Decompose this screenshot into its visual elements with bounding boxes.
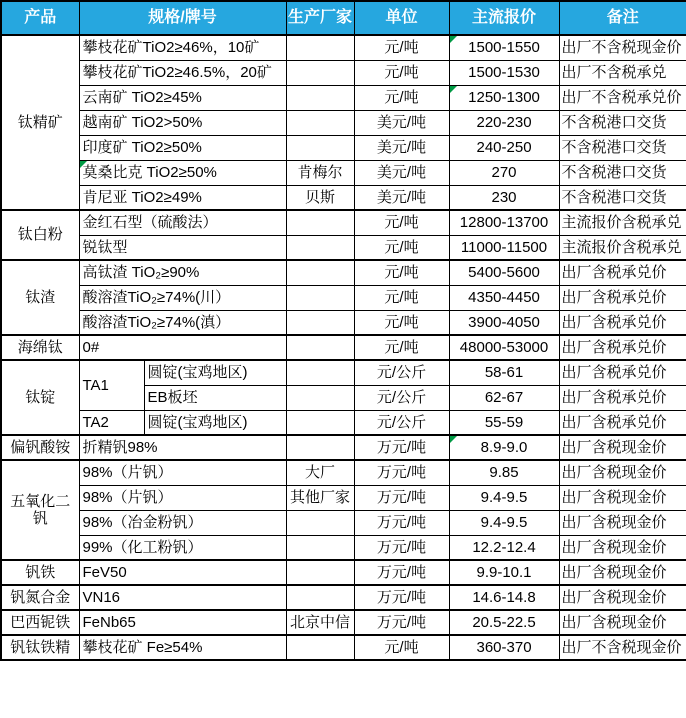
- unit-cell: 美元/吨: [354, 185, 449, 210]
- price-cell: 12.2-12.4: [449, 535, 559, 560]
- spec-cell: 99%（化工粉钒）: [79, 535, 286, 560]
- note-cell: 出厂不含税现金价: [559, 35, 686, 60]
- spec-cell: 印度矿 TiO2≥50%: [79, 135, 286, 160]
- factory-cell: [286, 385, 354, 410]
- table-row: [1, 510, 686, 535]
- note-cell: 出厂不含税承兑价: [559, 85, 686, 110]
- price-cell: 270: [449, 160, 559, 185]
- note-cell: 出厂不含税现金价: [559, 635, 686, 660]
- price-cell: 55-59: [449, 410, 559, 435]
- spec-cell: 98%（冶金粉钒）: [79, 510, 286, 535]
- note-cell: 出厂含税承兑价: [559, 285, 686, 310]
- note-cell: 主流报价含税承兑: [559, 235, 686, 260]
- price-cell: 9.4-9.5: [449, 510, 559, 535]
- table-row: [1, 535, 686, 560]
- factory-cell: 北京中信: [286, 610, 354, 635]
- price-cell: 20.5-22.5: [449, 610, 559, 635]
- product-cell: 钛精矿: [1, 35, 79, 210]
- table-row: [1, 235, 686, 260]
- spec-cell: 0#: [79, 335, 286, 360]
- note-cell: 不含税港口交货: [559, 110, 686, 135]
- product-cell: 海绵钛: [1, 335, 79, 360]
- factory-cell: [286, 535, 354, 560]
- factory-cell: [286, 235, 354, 260]
- spec-cell: 酸溶渣TiO₂≥74%(滇）: [79, 310, 286, 335]
- comment-marker-icon: [450, 86, 457, 93]
- spec-cell: 锐钛型: [79, 235, 286, 260]
- price-cell: [449, 85, 559, 110]
- factory-cell: [286, 85, 354, 110]
- comment-marker-icon: [450, 36, 457, 43]
- price-cell: 9.9-10.1: [449, 560, 559, 585]
- product-cell: 钛锭: [1, 360, 79, 435]
- note-cell: 出厂含税现金价: [559, 560, 686, 585]
- table-row: [1, 560, 686, 585]
- unit-cell: 元/吨: [354, 85, 449, 110]
- factory-cell: 其他厂家: [286, 485, 354, 510]
- unit-cell: 万元/吨: [354, 435, 449, 460]
- factory-cell: [286, 210, 354, 235]
- factory-cell: [286, 560, 354, 585]
- spec-cell: 98%（片钒）: [79, 460, 286, 485]
- price-cell: [449, 435, 559, 460]
- price-cell: 4350-4450: [449, 285, 559, 310]
- price-cell: 48000-53000: [449, 335, 559, 360]
- factory-cell: [286, 35, 354, 60]
- price-cell: 220-230: [449, 110, 559, 135]
- table-row: [1, 210, 686, 235]
- price-cell: 11000-11500: [449, 235, 559, 260]
- spec-cell: 攀枝花矿 Fe≥54%: [79, 635, 286, 660]
- unit-cell: 万元/吨: [354, 560, 449, 585]
- unit-cell: 元/公斤: [354, 360, 449, 385]
- spec-cell: 云南矿 TiO2≥45%: [79, 85, 286, 110]
- table-row: [1, 635, 686, 660]
- factory-cell: [286, 585, 354, 610]
- note-cell: 出厂含税现金价: [559, 585, 686, 610]
- price-cell: 1500-1530: [449, 60, 559, 85]
- note-cell: 出厂含税承兑价: [559, 310, 686, 335]
- note-cell: 出厂含税现金价: [559, 460, 686, 485]
- table-row: [1, 460, 686, 485]
- unit-cell: 美元/吨: [354, 135, 449, 160]
- price-cell: 9.85: [449, 460, 559, 485]
- note-cell: 出厂含税承兑价: [559, 360, 686, 385]
- spec-cell: 肯尼亚 TiO2≥49%: [79, 185, 286, 210]
- price-cell: 5400-5600: [449, 260, 559, 285]
- unit-cell: 元/吨: [354, 60, 449, 85]
- note-cell: 不含税港口交货: [559, 160, 686, 185]
- product-cell: 钛渣: [1, 260, 79, 335]
- unit-cell: 万元/吨: [354, 610, 449, 635]
- spec-cell: VN16: [79, 585, 286, 610]
- unit-cell: 元/吨: [354, 635, 449, 660]
- spec-cell: 越南矿 TiO2>50%: [79, 110, 286, 135]
- unit-cell: 元/吨: [354, 285, 449, 310]
- table-row: [1, 310, 686, 335]
- factory-cell: [286, 110, 354, 135]
- table-row: [1, 285, 686, 310]
- spec-grade-cell: TA2: [79, 410, 144, 435]
- note-cell: 出厂含税承兑价: [559, 335, 686, 360]
- price-value: 1500-1550: [468, 39, 540, 57]
- unit-cell: 元/公斤: [354, 410, 449, 435]
- factory-cell: [286, 410, 354, 435]
- price-cell: 14.6-14.8: [449, 585, 559, 610]
- note-cell: 出厂含税现金价: [559, 485, 686, 510]
- price-cell: 3900-4050: [449, 310, 559, 335]
- factory-cell: [286, 510, 354, 535]
- table-row: [1, 435, 686, 460]
- header-spec: 规格/牌号: [79, 1, 286, 35]
- header-note: 备注: [559, 1, 686, 35]
- factory-cell: [286, 260, 354, 285]
- unit-cell: 万元/吨: [354, 585, 449, 610]
- table-row: [1, 585, 686, 610]
- unit-cell: 元/吨: [354, 260, 449, 285]
- spec-cell: 攀枝花矿TiO2≥46.5%，20矿: [79, 60, 286, 85]
- spec-cell: 折精钒98%: [79, 435, 286, 460]
- table-row: [1, 135, 686, 160]
- spec-cell: [79, 160, 286, 185]
- unit-cell: 美元/吨: [354, 160, 449, 185]
- note-cell: 出厂含税承兑价: [559, 260, 686, 285]
- unit-cell: 美元/吨: [354, 110, 449, 135]
- unit-cell: 万元/吨: [354, 460, 449, 485]
- product-cell: 偏钒酸铵: [1, 435, 79, 460]
- note-cell: 不含税港口交货: [559, 135, 686, 160]
- unit-cell: 元/吨: [354, 310, 449, 335]
- note-cell: 出厂含税承兑价: [559, 385, 686, 410]
- product-cell: 钒铁: [1, 560, 79, 585]
- table-row: [1, 360, 686, 385]
- price-cell: [449, 35, 559, 60]
- header-product: 产品: [1, 1, 79, 35]
- note-cell: 主流报价含税承兑: [559, 210, 686, 235]
- factory-cell: [286, 285, 354, 310]
- unit-cell: 万元/吨: [354, 485, 449, 510]
- factory-cell: [286, 310, 354, 335]
- note-cell: 出厂含税承兑价: [559, 410, 686, 435]
- factory-cell: 大厂: [286, 460, 354, 485]
- unit-cell: 元/吨: [354, 35, 449, 60]
- spec-value: 莫桑比克 TiO2≥50%: [82, 163, 217, 181]
- unit-cell: 元/公斤: [354, 385, 449, 410]
- spec-cell: 98%（片钒）: [79, 485, 286, 510]
- spec-type-cell: 圆锭(宝鸡地区): [144, 410, 286, 435]
- table-row: [1, 110, 686, 135]
- note-cell: 出厂含税现金价: [559, 535, 686, 560]
- spec-cell: 攀枝花矿TiO2≥46%，10矿: [79, 35, 286, 60]
- product-cell: 钛白粉: [1, 210, 79, 260]
- spec-cell: FeNb65: [79, 610, 286, 635]
- price-cell: 9.4-9.5: [449, 485, 559, 510]
- spec-cell: 高钛渣 TiO₂≥90%: [79, 260, 286, 285]
- price-value: 8.9-9.0: [480, 438, 528, 456]
- spec-cell: 酸溶渣TiO₂≥74%(川）: [79, 285, 286, 310]
- note-cell: 出厂不含税承兑: [559, 60, 686, 85]
- factory-cell: [286, 435, 354, 460]
- unit-cell: 元/吨: [354, 210, 449, 235]
- factory-cell: [286, 60, 354, 85]
- header-price: 主流报价: [449, 1, 559, 35]
- price-cell: 240-250: [449, 135, 559, 160]
- spec-type-cell: 圆锭(宝鸡地区): [144, 360, 286, 385]
- table-row: [1, 610, 686, 635]
- factory-cell: [286, 335, 354, 360]
- note-cell: 出厂含税现金价: [559, 435, 686, 460]
- table-row: [1, 160, 686, 185]
- table-row: [1, 35, 686, 60]
- unit-cell: 万元/吨: [354, 510, 449, 535]
- table-row: [1, 185, 686, 210]
- price-cell: 12800-13700: [449, 210, 559, 235]
- table-row: [1, 85, 686, 110]
- factory-cell: [286, 360, 354, 385]
- product-cell: 钒氮合金: [1, 585, 79, 610]
- spec-cell: FeV50: [79, 560, 286, 585]
- product-cell: 五氧化二钒: [1, 460, 79, 560]
- product-cell: 巴西铌铁: [1, 610, 79, 635]
- comment-marker-icon: [80, 161, 87, 168]
- comment-marker-icon: [450, 436, 457, 443]
- header-row: [1, 1, 686, 35]
- table-row: [1, 260, 686, 285]
- unit-cell: 万元/吨: [354, 535, 449, 560]
- header-unit: 单位: [354, 1, 449, 35]
- table-row: [1, 485, 686, 510]
- table-row: [1, 410, 686, 435]
- unit-cell: 元/吨: [354, 235, 449, 260]
- factory-cell: [286, 135, 354, 160]
- spec-cell: 金红石型（硫酸法）: [79, 210, 286, 235]
- price-cell: 360-370: [449, 635, 559, 660]
- note-cell: 出厂含税现金价: [559, 510, 686, 535]
- price-cell: 230: [449, 185, 559, 210]
- header-factory: 生产厂家: [286, 1, 354, 35]
- table-row: [1, 60, 686, 85]
- factory-cell: [286, 635, 354, 660]
- price-value: 1250-1300: [468, 88, 540, 106]
- spec-type-cell: EB板坯: [144, 385, 286, 410]
- price-cell: 58-61: [449, 360, 559, 385]
- product-cell: 钒钛铁精: [1, 635, 79, 660]
- note-cell: 不含税港口交货: [559, 185, 686, 210]
- note-cell: 出厂含税现金价: [559, 610, 686, 635]
- table-row: [1, 335, 686, 360]
- factory-cell: 贝斯: [286, 185, 354, 210]
- price-cell: 62-67: [449, 385, 559, 410]
- unit-cell: 元/吨: [354, 335, 449, 360]
- factory-cell: 肯梅尔: [286, 160, 354, 185]
- spec-grade-cell: TA1: [79, 360, 144, 410]
